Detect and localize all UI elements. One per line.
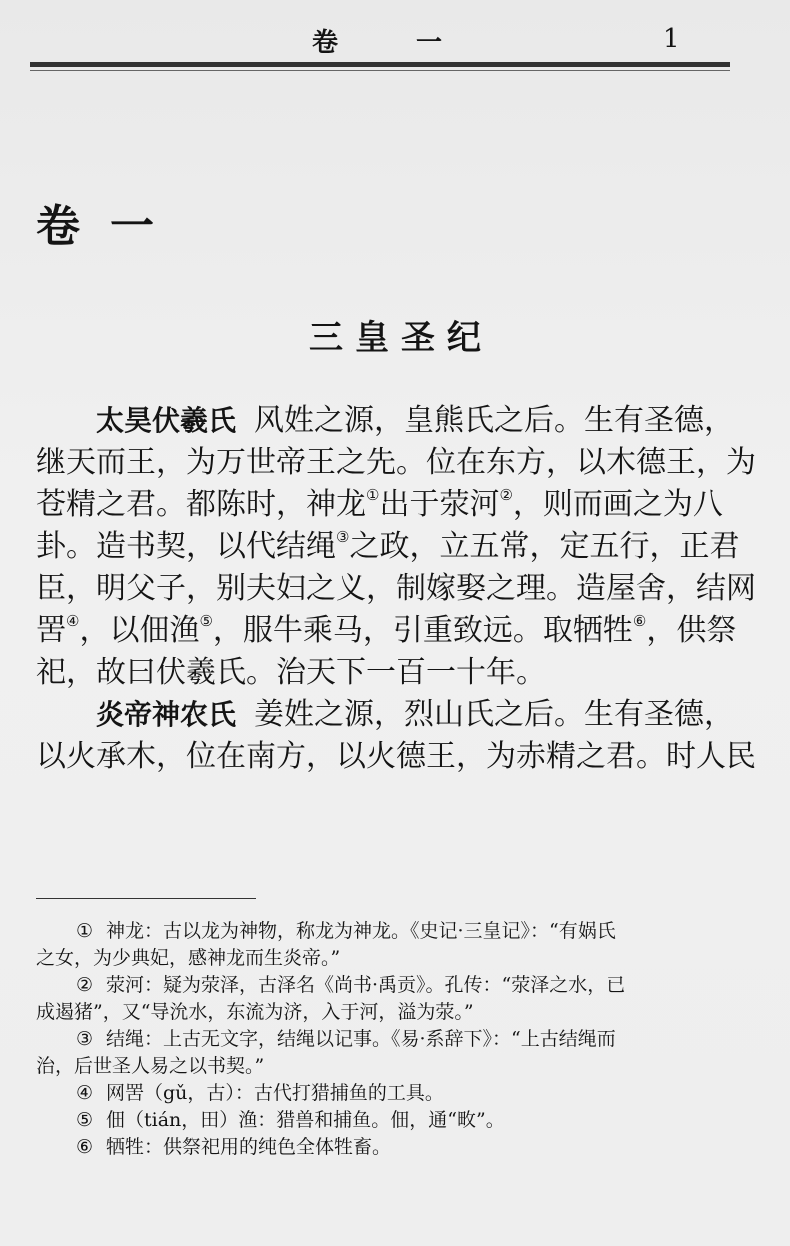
body-text-run: 之政，立五常，定五行，正君 <box>349 529 740 564</box>
footnote-reference: ① <box>366 486 380 504</box>
footnote-line <box>36 918 756 945</box>
body-text-run: ，则而画之为八 <box>512 487 723 522</box>
footnote-line <box>36 1026 756 1053</box>
footnote-text: 之女，为少典妃，感神龙而生炎帝。” <box>36 947 341 969</box>
footnote-number: ⑥ <box>76 1136 94 1158</box>
footnote-line <box>36 945 756 972</box>
footnote-line <box>36 1107 756 1134</box>
running-head-title: 卷 一 <box>312 28 469 58</box>
footnote-number: ③ <box>76 1028 94 1050</box>
footnote-line <box>36 999 756 1026</box>
body-text-run: 苍精之君。都陈时，神龙 <box>36 487 366 522</box>
paragraph-line <box>36 526 756 568</box>
footnote-reference: ③ <box>336 528 350 546</box>
footnote-number: ① <box>76 920 94 942</box>
footnote-reference: ⑥ <box>632 612 647 630</box>
paragraph-line <box>36 694 756 736</box>
body-text-run: 以火承木，位在南方，以火德王，为赤精之君。时人民 <box>36 739 756 774</box>
paragraph-line <box>36 400 756 442</box>
body-text-run: 祀，故曰伏羲氏。治天下一百一十年。 <box>36 655 546 690</box>
body-text-run: ，服牛乘马，引重致远。取牺牲 <box>212 613 633 648</box>
footnote-reference: ④ <box>66 612 80 630</box>
paragraph-line <box>36 610 756 652</box>
body-text-run: ，供祭 <box>646 613 737 648</box>
header-rule-thin <box>30 70 730 71</box>
entry-heading: 炎帝神农氏 <box>96 698 237 731</box>
paragraph-line <box>36 484 756 526</box>
footnote-reference: ⑤ <box>199 612 213 630</box>
volume-title: 卷一 <box>36 201 184 252</box>
footnote-line <box>36 1053 756 1080</box>
body-text-run: 卦。造书契，以代结绳 <box>36 529 336 564</box>
footnote-number: ④ <box>76 1082 94 1104</box>
main-text <box>36 400 756 778</box>
body-text-run: 风姓之源，皇熊氏之后。生有圣德， <box>254 403 735 438</box>
body-text-run: 罟 <box>36 613 66 648</box>
footnote-rule <box>36 898 256 899</box>
footnote-text: 结绳：上古无文字，结绳以记事。《易·系辞下》：“上古结绳而 <box>106 1028 616 1050</box>
paragraph-line <box>36 568 756 610</box>
section-title: 三皇圣纪 <box>309 318 493 358</box>
footnote-number: ⑤ <box>76 1109 94 1131</box>
running-head <box>0 18 790 58</box>
footnote-line <box>36 1134 756 1161</box>
footnote-line <box>36 972 756 999</box>
paragraph-line <box>36 442 756 484</box>
footnote-line <box>36 1080 756 1107</box>
footnote-text: 治，后世圣人易之以书契。” <box>36 1055 265 1077</box>
footnote-text: 神龙：古以龙为神物，称龙为神龙。《史记·三皇记》：“有娲氏 <box>106 920 616 942</box>
footnote-text: 牺牲：供祭祀用的纯色全体牲畜。 <box>106 1136 392 1158</box>
paragraph-line <box>36 736 756 778</box>
body-text-run: 出于荥河 <box>379 487 500 522</box>
body-text-run: 继天而王，为万世帝王之先。位在东方，以木德王，为 <box>36 445 756 480</box>
footnote-text: 成遏猪”，又“导沇水，东流为济，入于河，溢为荥。” <box>36 1001 474 1023</box>
body-text-run: ，以佃渔 <box>79 613 200 648</box>
body-text-run: 姜姓之源，烈山氏之后。生有圣德， <box>254 697 735 732</box>
entry-heading: 太昊伏羲氏 <box>96 404 237 437</box>
footnote-reference: ② <box>499 486 513 504</box>
footnote-number: ② <box>76 974 94 996</box>
paragraph-line <box>36 652 756 694</box>
header-rule-thick <box>30 62 730 67</box>
footnotes <box>36 918 756 1161</box>
page-number: 1 <box>663 24 680 54</box>
footnote-text: 网罟（gǔ，古）：古代打猎捕鱼的工具。 <box>106 1082 444 1104</box>
footnote-text: 荥河：疑为荥泽，古泽名《尚书·禹贡》。孔传：“荥泽之水，已 <box>106 974 626 996</box>
footnote-text: 佃（tián，田）渔：猎兽和捕鱼。佃，通“畋”。 <box>106 1109 505 1131</box>
body-text-run: 臣，明父子，别夫妇之义，制嫁娶之理。造屋舍，结网 <box>36 571 756 606</box>
